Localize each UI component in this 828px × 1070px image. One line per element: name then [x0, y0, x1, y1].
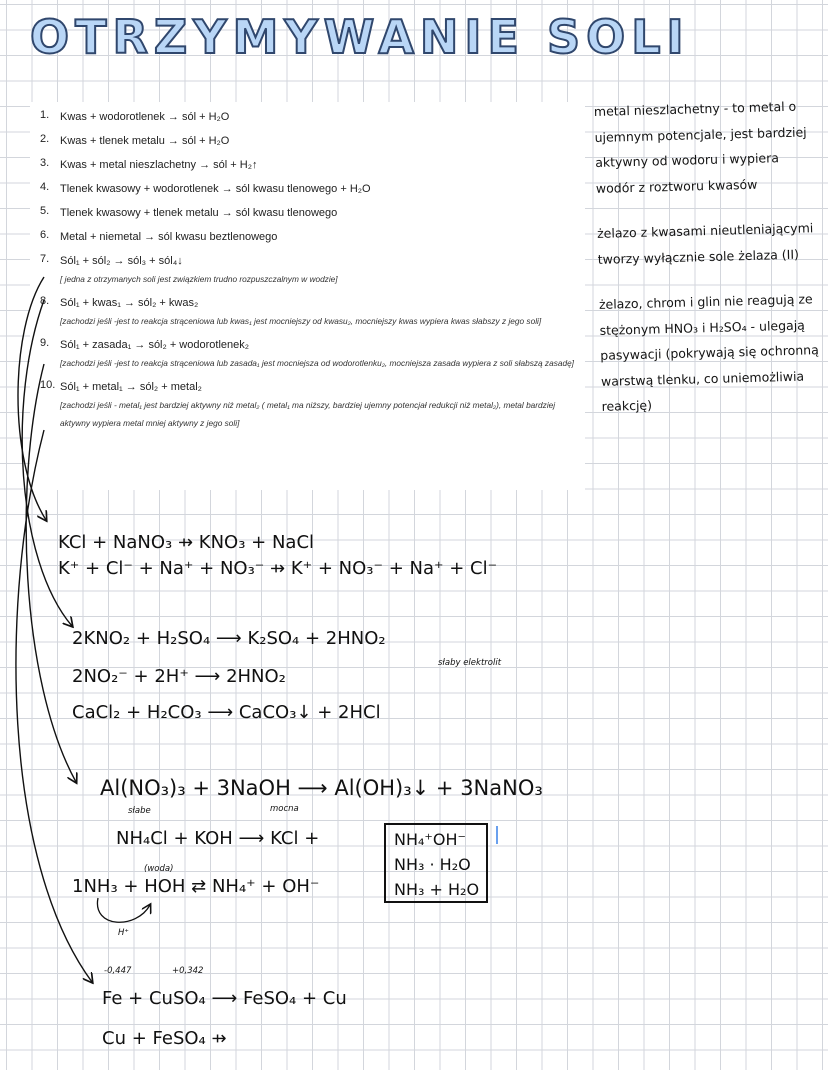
- rule-formula: Sól₁ + zasada₁ → sól₂ + wodorotlenek₂: [60, 339, 250, 351]
- rule-number: 10.: [40, 379, 56, 391]
- label-proton: H⁺: [118, 928, 129, 938]
- side-note-iron: żelazo z kwasami nieutleniającymi tworzy wyłącznie sole żelaza (II): [596, 220, 814, 267]
- rule-note: [ jedna z otrzymanych soli jest związkiem trudno rozpuszczalnym w wodzie]: [60, 274, 338, 284]
- rule-formula: Kwas + metal nieszlachetny → sól + H₂↑: [60, 159, 258, 171]
- equation-aluminium: Al(NO₃)₃ + 3NaOH ⟶ Al(OH)₃↓ + 3NaNO₃: [100, 776, 543, 800]
- rule-formula: Sól₁ + kwas₁ → sól₂ + kwas₂: [60, 297, 199, 309]
- rule-number: 3.: [40, 157, 50, 169]
- rule-number: 7.: [40, 253, 50, 265]
- rule-formula: Kwas + wodorotlenek → sól + H₂O: [60, 111, 230, 123]
- rule-number: 9.: [40, 337, 50, 349]
- rule-formula: Sól₁ + sól₂ → sól₃ + sól₄↓: [60, 255, 183, 267]
- rule-note: [zachodzi jeśli - metal₁ jest bardziej aktywny niż metal₂ ( metal₁ ma niższy, bardziej ujemny potencjał redukcji niż metal₂), metal bardziej aktywny wypiera metal mniej aktywny z jego soli]: [60, 400, 556, 428]
- side-note-passivation: żelazo, chrom i glin nie reagują ze stężonym HNO₃ i H₂SO₄ - ulegają pasywacji (pokrywają się ochronną warstwą tlenku, co uniemożliwia reakcję): [598, 291, 819, 414]
- rule-number: 1.: [40, 109, 50, 121]
- rule-number: 5.: [40, 205, 50, 217]
- rule-formula: Kwas + tlenek metalu → sól + H₂O: [60, 135, 230, 147]
- arrow-proton-transfer: [97, 898, 150, 922]
- text-cursor: [496, 826, 498, 844]
- equation-kcl-molecular: KCl + NaNO₃ ⇸ KNO₃ + NaCl: [58, 532, 315, 553]
- equation-caco3: CaCl₂ + H₂CO₃ ⟶ CaCO₃↓ + 2HCl: [72, 702, 381, 723]
- rule-formula: Metal + niemetal → sól kwasu beztlenowego: [60, 231, 278, 243]
- equation-copper: Cu + FeSO₄ ⇸: [102, 1028, 227, 1049]
- equation-ammonia: 1NH₃ + HOH ⇄ NH₄⁺ + OH⁻: [72, 876, 320, 897]
- label-weak-electrolyte: słaby elektrolit: [438, 658, 502, 668]
- ammonia-form-3: NH₃ + H₂O: [394, 880, 480, 899]
- rule-formula: Tlenek kwasowy + tlenek metalu → sól kwasu tlenowego: [60, 207, 338, 219]
- rule-formula: Tlenek kwasowy + wodorotlenek → sól kwasu tlenowego + H₂O: [60, 183, 371, 195]
- potential-cu: +0,342: [172, 966, 204, 976]
- page-title: OTRZYMYWANIE SOLI: [30, 10, 690, 64]
- label-water: (woda): [144, 864, 174, 874]
- ammonia-form-2: NH₃ · H₂O: [394, 855, 471, 874]
- rule-note: [zachodzi jeśli -jest to reakcja strąceniowa lub zasada₁ jest mocniejsza od wodorotlenku₂, mocniejsza zasada wypiera z soli słabszą zasadę]: [60, 358, 574, 368]
- rule-note: [zachodzi jeśli -jest to reakcja strąceniowa lub kwas₁ jest mocniejszy od kwasu₂, mocniejszy kwas wypiera kwas słabszy z jego soli]: [60, 316, 542, 326]
- rule-number: 4.: [40, 181, 50, 193]
- side-note-noble-metal: metal nieszlachetny - to metal o ujemnym potencjale, jest bardziej aktywny od wodoru i wypiera wodór z roztworu kwasów: [593, 98, 807, 196]
- label-weak: słabe: [128, 806, 151, 816]
- equation-iron: Fe + CuSO₄ ⟶ FeSO₄ + Cu: [102, 988, 347, 1009]
- rule-number: 8.: [40, 295, 50, 307]
- equation-ammonium: NH₄Cl + KOH ⟶ KCl +: [116, 828, 320, 849]
- potential-fe: -0,447: [104, 966, 132, 976]
- equation-kcl-ionic: K⁺ + Cl⁻ + Na⁺ + NO₃⁻ ⇸ K⁺ + NO₃⁻ + Na⁺ + Cl⁻: [58, 558, 498, 579]
- rule-number: 6.: [40, 229, 50, 241]
- ammonia-form-1: NH₄⁺OH⁻: [394, 830, 466, 849]
- rule-formula: Sól₁ + metal₁ → sól₂ + metal₂: [60, 381, 202, 393]
- ammonia-box: [384, 823, 488, 903]
- rule-number: 2.: [40, 133, 50, 145]
- equation-hno2-ionic: 2NO₂⁻ + 2H⁺ ⟶ 2HNO₂: [72, 666, 286, 687]
- label-strong: mocna: [270, 804, 299, 814]
- equation-hno2-molecular: 2KNO₂ + H₂SO₄ ⟶ K₂SO₄ + 2HNO₂: [72, 628, 386, 649]
